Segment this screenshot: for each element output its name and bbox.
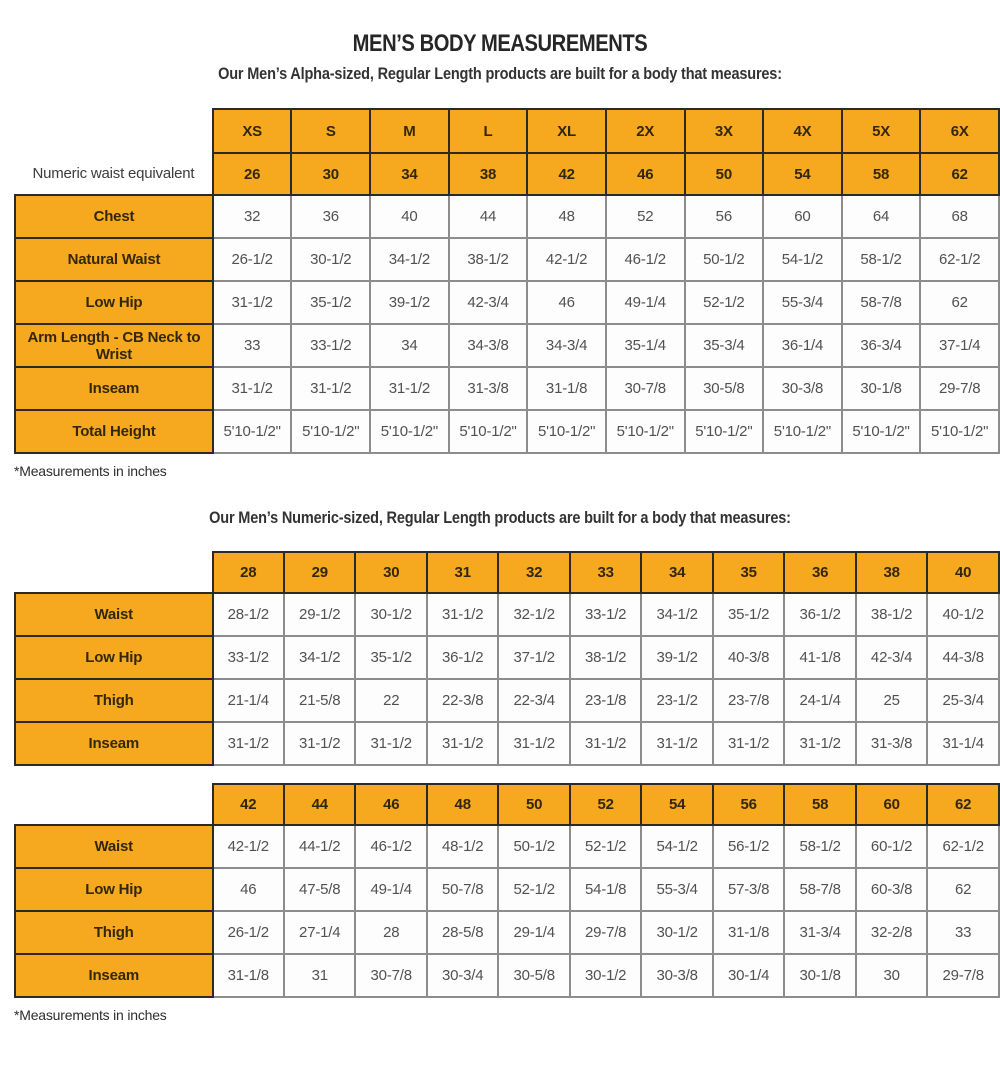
table-row-low-hip bbox=[15, 636, 999, 679]
measurement-cell: 5'10-1/2" bbox=[449, 410, 528, 453]
measurements-footnote-numeric: *Measurements in inches bbox=[14, 1007, 167, 1023]
measurement-cell: 31-1/2 bbox=[213, 367, 292, 410]
measurement-cell: 26-1/2 bbox=[213, 911, 284, 954]
measurement-cell: 68 bbox=[920, 195, 999, 238]
measurement-cell: 31-1/2 bbox=[641, 722, 712, 765]
measurement-cell: 49-1/4 bbox=[355, 868, 426, 911]
measurement-cell: 48-1/2 bbox=[427, 825, 498, 868]
measurement-cell: 33-1/2 bbox=[570, 593, 641, 636]
numeric-size-table-28-40 bbox=[14, 551, 1000, 766]
measurement-cell: 22-3/4 bbox=[498, 679, 569, 722]
measurement-cell: 46-1/2 bbox=[355, 825, 426, 868]
measurement-cell: 30-1/8 bbox=[842, 367, 921, 410]
measurement-cell: 30 bbox=[856, 954, 927, 997]
size-header-cell: 40 bbox=[927, 552, 999, 593]
size-header-cell: 4X bbox=[763, 109, 842, 153]
measurement-cell: 57-3/8 bbox=[713, 868, 784, 911]
measurement-cell: 62 bbox=[927, 868, 999, 911]
measurement-cell: 58-1/2 bbox=[784, 825, 855, 868]
measurement-cell: 35-1/4 bbox=[606, 324, 685, 367]
measurement-cell: 24-1/4 bbox=[784, 679, 855, 722]
measurement-cell: 39-1/2 bbox=[641, 636, 712, 679]
size-header-cell: 44 bbox=[284, 784, 355, 825]
measurement-cell: 36-1/4 bbox=[763, 324, 842, 367]
measurement-cell: 25-3/4 bbox=[927, 679, 999, 722]
numeric-waist-cell: 54 bbox=[763, 153, 842, 195]
page-title: MEN’S BODY MEASUREMENTS bbox=[352, 30, 648, 57]
size-header-cell: 28 bbox=[213, 552, 284, 593]
measurement-cell: 30-5/8 bbox=[498, 954, 569, 997]
measurement-cell: 34 bbox=[370, 324, 449, 367]
size-header-cell: 48 bbox=[427, 784, 498, 825]
measurement-cell: 56-1/2 bbox=[713, 825, 784, 868]
measurement-cell: 48 bbox=[527, 195, 606, 238]
table-row-low-hip bbox=[15, 868, 999, 911]
measurement-cell: 29-7/8 bbox=[927, 954, 999, 997]
measurement-cell: 44-3/8 bbox=[927, 636, 999, 679]
measurement-cell: 30-5/8 bbox=[685, 367, 764, 410]
measurement-cell: 46-1/2 bbox=[606, 238, 685, 281]
measurement-cell: 32-2/8 bbox=[856, 911, 927, 954]
table-corner-spacer bbox=[15, 109, 213, 153]
size-header-cell: 54 bbox=[641, 784, 712, 825]
measurement-cell: 32-1/2 bbox=[498, 593, 569, 636]
measurement-cell: 58-7/8 bbox=[842, 281, 921, 324]
table-row-chest bbox=[15, 195, 999, 238]
measurement-cell: 37-1/4 bbox=[920, 324, 999, 367]
measurement-cell: 5'10-1/2" bbox=[763, 410, 842, 453]
measurement-cell: 34-1/2 bbox=[370, 238, 449, 281]
measurement-cell: 5'10-1/2" bbox=[842, 410, 921, 453]
measurement-cell: 54-1/2 bbox=[763, 238, 842, 281]
measurement-cell: 27-1/4 bbox=[284, 911, 355, 954]
numeric-waist-cell: 30 bbox=[291, 153, 370, 195]
row-label-arm-length-cb-neck-to-wrist: Arm Length - CB Neck to Wrist bbox=[15, 324, 213, 367]
size-header-cell: 36 bbox=[784, 552, 855, 593]
measurement-cell: 5'10-1/2" bbox=[213, 410, 292, 453]
measurement-cell: 36-1/2 bbox=[784, 593, 855, 636]
size-header-cell: 52 bbox=[570, 784, 641, 825]
measurement-cell: 34-1/2 bbox=[284, 636, 355, 679]
measurement-cell: 40 bbox=[370, 195, 449, 238]
size-header-cell: 32 bbox=[498, 552, 569, 593]
measurement-cell: 58-7/8 bbox=[784, 868, 855, 911]
measurement-cell: 31-1/2 bbox=[213, 281, 292, 324]
numeric-waist-cell: 42 bbox=[527, 153, 606, 195]
row-label-low-hip: Low Hip bbox=[15, 636, 213, 679]
table-row-low-hip bbox=[15, 281, 999, 324]
measurement-cell: 62-1/2 bbox=[920, 238, 999, 281]
measurement-cell: 56 bbox=[685, 195, 764, 238]
numeric-sizes-intro: Our Men’s Numeric-sized, Regular Length products are built for a body that measures: bbox=[209, 509, 791, 527]
measurement-cell: 31-1/2 bbox=[355, 722, 426, 765]
size-header-row bbox=[15, 784, 999, 825]
measurement-cell: 5'10-1/2" bbox=[370, 410, 449, 453]
measurement-cell: 50-7/8 bbox=[427, 868, 498, 911]
row-label-thigh: Thigh bbox=[15, 911, 213, 954]
measurement-cell: 31-1/2 bbox=[291, 367, 370, 410]
mens-numeric-body-measurements-42-62 bbox=[14, 783, 1000, 998]
numeric-waist-cell: 58 bbox=[842, 153, 921, 195]
measurement-cell: 30-1/8 bbox=[784, 954, 855, 997]
measurement-cell: 30-7/8 bbox=[606, 367, 685, 410]
measurement-cell: 21-1/4 bbox=[213, 679, 284, 722]
alpha-size-table bbox=[14, 108, 1000, 454]
size-header-cell: XS bbox=[213, 109, 292, 153]
measurement-cell: 54-1/2 bbox=[641, 825, 712, 868]
measurement-cell: 52-1/2 bbox=[685, 281, 764, 324]
measurement-cell: 42-1/2 bbox=[213, 825, 284, 868]
measurement-cell: 36 bbox=[291, 195, 370, 238]
measurement-cell: 31-1/8 bbox=[213, 954, 284, 997]
measurement-cell: 5'10-1/2" bbox=[685, 410, 764, 453]
measurement-cell: 50-1/2 bbox=[498, 825, 569, 868]
numeric-waist-cell: 34 bbox=[370, 153, 449, 195]
row-label-low-hip: Low Hip bbox=[15, 868, 213, 911]
measurement-cell: 22 bbox=[355, 679, 426, 722]
measurement-cell: 44 bbox=[449, 195, 528, 238]
size-header-cell: 30 bbox=[355, 552, 426, 593]
measurement-cell: 38-1/2 bbox=[449, 238, 528, 281]
size-header-cell: 34 bbox=[641, 552, 712, 593]
measurement-cell: 50-1/2 bbox=[685, 238, 764, 281]
measurement-cell: 22-3/8 bbox=[427, 679, 498, 722]
mens-alpha-body-measurements bbox=[14, 108, 1000, 454]
numeric-size-table-42-62 bbox=[14, 783, 1000, 998]
measurement-cell: 5'10-1/2" bbox=[606, 410, 685, 453]
measurement-cell: 31-1/2 bbox=[284, 722, 355, 765]
measurement-cell: 42-3/4 bbox=[449, 281, 528, 324]
table-corner-spacer bbox=[15, 552, 213, 593]
size-header-cell: 31 bbox=[427, 552, 498, 593]
measurement-cell: 30-1/2 bbox=[641, 911, 712, 954]
measurement-cell: 31 bbox=[284, 954, 355, 997]
measurement-cell: 35-1/2 bbox=[355, 636, 426, 679]
size-header-cell: S bbox=[291, 109, 370, 153]
measurement-cell: 31-1/2 bbox=[427, 722, 498, 765]
measurement-cell: 55-3/4 bbox=[763, 281, 842, 324]
measurement-cell: 30-1/2 bbox=[570, 954, 641, 997]
table-row-total-height bbox=[15, 410, 999, 453]
measurement-cell: 33-1/2 bbox=[213, 636, 284, 679]
measurement-cell: 36-1/2 bbox=[427, 636, 498, 679]
size-header-row bbox=[15, 552, 999, 593]
row-label-inseam: Inseam bbox=[15, 954, 213, 997]
numeric-waist-cell: 38 bbox=[449, 153, 528, 195]
measurement-cell: 62-1/2 bbox=[927, 825, 999, 868]
measurement-cell: 23-7/8 bbox=[713, 679, 784, 722]
measurement-cell: 60 bbox=[763, 195, 842, 238]
size-header-cell: 29 bbox=[284, 552, 355, 593]
row-label-thigh: Thigh bbox=[15, 679, 213, 722]
numeric-waist-equivalent-row bbox=[15, 153, 999, 195]
size-header-cell: 42 bbox=[213, 784, 284, 825]
measurement-cell: 31-1/8 bbox=[713, 911, 784, 954]
measurement-cell: 64 bbox=[842, 195, 921, 238]
row-label-total-height: Total Height bbox=[15, 410, 213, 453]
size-header-cell: 46 bbox=[355, 784, 426, 825]
measurement-cell: 42-3/4 bbox=[856, 636, 927, 679]
measurement-cell: 30-3/8 bbox=[641, 954, 712, 997]
row-label-waist: Waist bbox=[15, 825, 213, 868]
size-header-cell: 2X bbox=[606, 109, 685, 153]
measurement-cell: 58-1/2 bbox=[842, 238, 921, 281]
measurement-cell: 5'10-1/2" bbox=[920, 410, 999, 453]
table-row-arm-length-cb-neck-to-wrist bbox=[15, 324, 999, 367]
measurement-cell: 31-1/2 bbox=[784, 722, 855, 765]
measurement-cell: 49-1/4 bbox=[606, 281, 685, 324]
size-header-cell: 60 bbox=[856, 784, 927, 825]
row-label-chest: Chest bbox=[15, 195, 213, 238]
size-header-cell: 38 bbox=[856, 552, 927, 593]
numeric-waist-cell: 62 bbox=[920, 153, 999, 195]
measurement-cell: 38-1/2 bbox=[856, 593, 927, 636]
measurement-cell: 52 bbox=[606, 195, 685, 238]
row-label-inseam: Inseam bbox=[15, 367, 213, 410]
measurement-cell: 31-1/2 bbox=[213, 722, 284, 765]
size-header-row bbox=[15, 109, 999, 153]
measurement-cell: 26-1/2 bbox=[213, 238, 292, 281]
measurement-cell: 34-3/8 bbox=[449, 324, 528, 367]
measurements-footnote-alpha: *Measurements in inches bbox=[14, 463, 167, 479]
measurement-cell: 36-3/4 bbox=[842, 324, 921, 367]
measurement-cell: 28-5/8 bbox=[427, 911, 498, 954]
table-row-thigh bbox=[15, 679, 999, 722]
measurement-cell: 33 bbox=[927, 911, 999, 954]
measurement-cell: 23-1/8 bbox=[570, 679, 641, 722]
measurement-cell: 31-1/8 bbox=[527, 367, 606, 410]
numeric-waist-cell: 26 bbox=[213, 153, 292, 195]
measurement-cell: 35-1/2 bbox=[291, 281, 370, 324]
measurement-cell: 33 bbox=[213, 324, 292, 367]
measurement-cell: 29-7/8 bbox=[570, 911, 641, 954]
measurement-cell: 62 bbox=[920, 281, 999, 324]
table-row-natural-waist bbox=[15, 238, 999, 281]
measurement-cell: 30-1/4 bbox=[713, 954, 784, 997]
table-row-waist bbox=[15, 593, 999, 636]
size-header-cell: 33 bbox=[570, 552, 641, 593]
size-header-cell: M bbox=[370, 109, 449, 153]
measurement-cell: 52-1/2 bbox=[498, 868, 569, 911]
measurement-cell: 31-3/8 bbox=[856, 722, 927, 765]
measurement-cell: 30-1/2 bbox=[291, 238, 370, 281]
measurement-cell: 47-5/8 bbox=[284, 868, 355, 911]
numeric-waist-equivalent-label: Numeric waist equivalent bbox=[15, 153, 213, 195]
measurement-cell: 31-1/2 bbox=[370, 367, 449, 410]
alpha-sizes-intro: Our Men’s Alpha-sized, Regular Length products are built for a body that measures: bbox=[218, 65, 782, 83]
size-header-cell: 56 bbox=[713, 784, 784, 825]
measurement-cell: 41-1/8 bbox=[784, 636, 855, 679]
measurement-cell: 40-1/2 bbox=[927, 593, 999, 636]
table-row-thigh bbox=[15, 911, 999, 954]
measurement-cell: 33-1/2 bbox=[291, 324, 370, 367]
measurement-cell: 25 bbox=[856, 679, 927, 722]
measurement-cell: 60-1/2 bbox=[856, 825, 927, 868]
measurement-cell: 35-3/4 bbox=[685, 324, 764, 367]
measurement-cell: 30-3/4 bbox=[427, 954, 498, 997]
measurement-cell: 38-1/2 bbox=[570, 636, 641, 679]
measurement-cell: 28-1/2 bbox=[213, 593, 284, 636]
measurement-cell: 39-1/2 bbox=[370, 281, 449, 324]
measurement-cell: 5'10-1/2" bbox=[291, 410, 370, 453]
numeric-waist-cell: 46 bbox=[606, 153, 685, 195]
measurement-cell: 31-1/4 bbox=[927, 722, 999, 765]
size-header-cell: 58 bbox=[784, 784, 855, 825]
measurement-cell: 29-1/4 bbox=[498, 911, 569, 954]
measurement-cell: 42-1/2 bbox=[527, 238, 606, 281]
size-header-cell: 5X bbox=[842, 109, 921, 153]
measurement-cell: 31-1/2 bbox=[713, 722, 784, 765]
measurement-cell: 29-1/2 bbox=[284, 593, 355, 636]
size-header-cell: L bbox=[449, 109, 528, 153]
size-chart-page bbox=[0, 30, 1000, 1023]
measurement-cell: 31-3/4 bbox=[784, 911, 855, 954]
row-label-low-hip: Low Hip bbox=[15, 281, 213, 324]
table-row-inseam bbox=[15, 367, 999, 410]
row-label-natural-waist: Natural Waist bbox=[15, 238, 213, 281]
measurement-cell: 37-1/2 bbox=[498, 636, 569, 679]
measurement-cell: 5'10-1/2" bbox=[527, 410, 606, 453]
measurement-cell: 30-1/2 bbox=[355, 593, 426, 636]
measurement-cell: 34-3/4 bbox=[527, 324, 606, 367]
measurement-cell: 44-1/2 bbox=[284, 825, 355, 868]
measurement-cell: 29-7/8 bbox=[920, 367, 999, 410]
measurement-cell: 54-1/8 bbox=[570, 868, 641, 911]
measurement-cell: 31-1/2 bbox=[498, 722, 569, 765]
measurement-cell: 60-3/8 bbox=[856, 868, 927, 911]
size-header-cell: 62 bbox=[927, 784, 999, 825]
table-row-inseam bbox=[15, 722, 999, 765]
table-row-inseam bbox=[15, 954, 999, 997]
measurement-cell: 23-1/2 bbox=[641, 679, 712, 722]
measurement-cell: 28 bbox=[355, 911, 426, 954]
size-header-cell: XL bbox=[527, 109, 606, 153]
measurement-cell: 40-3/8 bbox=[713, 636, 784, 679]
measurement-cell: 34-1/2 bbox=[641, 593, 712, 636]
measurement-cell: 30-7/8 bbox=[355, 954, 426, 997]
measurement-cell: 21-5/8 bbox=[284, 679, 355, 722]
size-header-cell: 50 bbox=[498, 784, 569, 825]
measurement-cell: 55-3/4 bbox=[641, 868, 712, 911]
measurement-cell: 46 bbox=[213, 868, 284, 911]
measurement-cell: 46 bbox=[527, 281, 606, 324]
row-label-inseam: Inseam bbox=[15, 722, 213, 765]
measurement-cell: 31-1/2 bbox=[427, 593, 498, 636]
size-header-cell: 6X bbox=[920, 109, 999, 153]
measurement-cell: 31-1/2 bbox=[570, 722, 641, 765]
table-row-waist bbox=[15, 825, 999, 868]
numeric-waist-cell: 50 bbox=[685, 153, 764, 195]
size-header-cell: 35 bbox=[713, 552, 784, 593]
measurement-cell: 52-1/2 bbox=[570, 825, 641, 868]
table-corner-spacer bbox=[15, 784, 213, 825]
measurement-cell: 35-1/2 bbox=[713, 593, 784, 636]
measurement-cell: 31-3/8 bbox=[449, 367, 528, 410]
measurement-cell: 32 bbox=[213, 195, 292, 238]
measurement-cell: 30-3/8 bbox=[763, 367, 842, 410]
row-label-waist: Waist bbox=[15, 593, 213, 636]
mens-numeric-body-measurements-28-40 bbox=[14, 551, 1000, 766]
size-header-cell: 3X bbox=[685, 109, 764, 153]
